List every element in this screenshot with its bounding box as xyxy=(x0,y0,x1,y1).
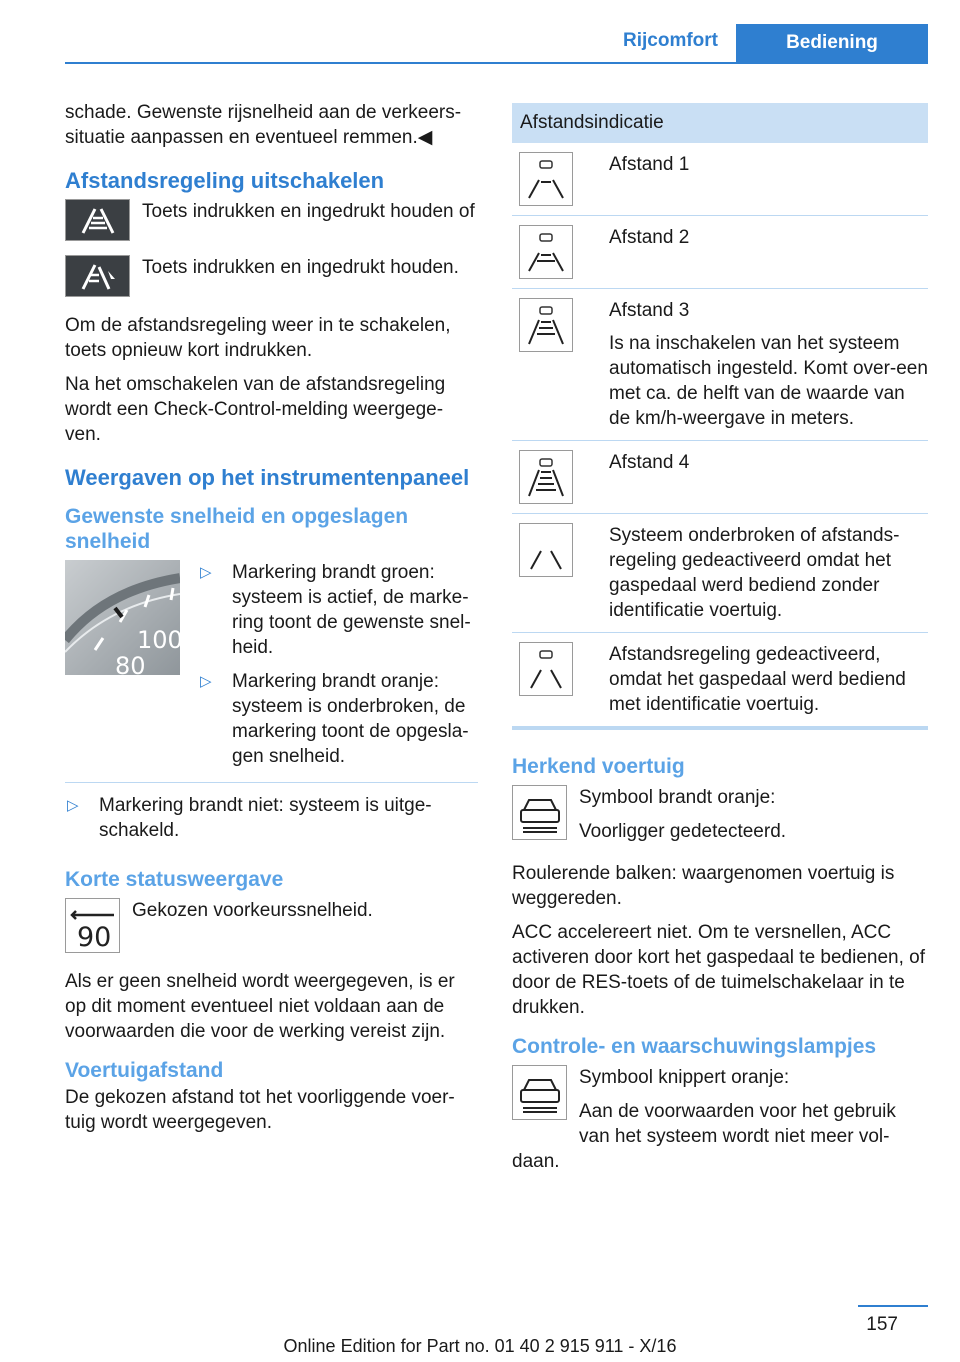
table-header: Afstandsindicatie xyxy=(512,103,928,143)
heading-status: Korte statusweergave xyxy=(65,868,284,891)
triangle-bullet-icon: ▷ xyxy=(67,797,79,814)
detected-row xyxy=(512,785,928,853)
heading-desired-speed: Gewenste snelheid en opgeslagen snelheid xyxy=(65,505,409,553)
bullet-orange-text: Markering brandt oranje: systeem is onderbroken, de markering toont de opgesla‐gen snelheid. xyxy=(232,671,469,767)
triangle-bullet-icon: ▷ xyxy=(200,564,212,581)
table-row xyxy=(512,216,928,289)
gauge-100-label: 100 xyxy=(137,626,180,654)
right-column xyxy=(512,103,928,1183)
list-item xyxy=(198,560,478,660)
tab-bediening[interactable]: Bediening xyxy=(736,24,928,62)
distance-button-icon xyxy=(65,199,130,241)
speedometer-image xyxy=(65,560,180,675)
warning-row xyxy=(512,1065,928,1183)
status-speed-number: 90 xyxy=(76,921,111,951)
distance-text: De gekozen afstand tot het voorliggende voer‐tuig wordt weergegeven. xyxy=(65,1087,455,1133)
row-label: Afstand 3 xyxy=(609,300,690,321)
system-interrupted-icon xyxy=(519,523,573,577)
table-row xyxy=(512,514,928,633)
status-row xyxy=(65,898,478,959)
no-speed-text: Als er geen snelheid wordt weergegeven, is er op dit moment eventueel niet voldaan aan de voorwaarden die voor de werking vereist zijn. xyxy=(65,971,455,1042)
list-item xyxy=(65,793,478,843)
set-speed-icon xyxy=(65,898,120,953)
speed-marker-list xyxy=(198,560,478,778)
row-description: Is na inschakelen van het systeem automatisch ingesteld. Komt over‐een met ca. de helft van de waarde van de km/h-weergave in meters. xyxy=(609,333,928,429)
distance-table xyxy=(512,103,928,730)
status-text: Gekozen voorkeurssnelheid. xyxy=(132,900,373,921)
distance-1-icon xyxy=(519,152,573,206)
acc-text: ACC accelereert niet. Om te versnellen, ACC activeren door kort het gaspedaal te bedienen, of door de RES-toets of de tuimelschakelaar in te drukken. xyxy=(512,922,926,1018)
table-row xyxy=(512,143,928,216)
heading-switch-off: Afstandsregeling uitschakelen xyxy=(65,168,385,193)
heading-vehicle-distance: Voertuigafstand xyxy=(65,1059,224,1082)
page-number-rule xyxy=(858,1305,928,1307)
row-label: Afstand 2 xyxy=(609,227,690,248)
speed-marker-block xyxy=(65,560,478,778)
button-1-text: Toets indrukken en ingedrukt houden of xyxy=(142,201,475,222)
intro-text: schade. Gewenste rijsnelheid aan de verkeers‐situatie aanpassen en eventueel remmen.◀ xyxy=(65,102,462,148)
online-edition-text: Online Edition for Part no. 01 40 2 915 911 - X/16 xyxy=(283,1336,677,1356)
switch-on-text: Om de afstandsregeling weer in te schakelen, toets opnieuw kort indrukken. xyxy=(65,315,451,361)
divider xyxy=(65,782,478,783)
row-label: Afstandsregeling gedeactiveerd, omdat het gaspedaal werd bediend met identificatie voertuig. xyxy=(609,644,906,715)
triangle-bullet-icon: ▷ xyxy=(200,673,212,690)
warning-line-1: Symbool knippert oranje: xyxy=(579,1067,790,1088)
button-row-2 xyxy=(65,255,478,303)
distance-2-icon xyxy=(519,225,573,279)
distance-3-icon xyxy=(519,298,573,352)
button-row-1 xyxy=(65,199,478,247)
detected-line-2: Voorligger gedetecteerd. xyxy=(579,821,787,842)
list-item xyxy=(198,669,478,769)
button-2-text: Toets indrukken en ingedrukt houden. xyxy=(142,257,459,278)
speed-marker-list-2 xyxy=(65,793,478,843)
table-row xyxy=(512,633,928,729)
left-column xyxy=(65,100,478,1144)
check-control-text: Na het omschakelen van de afstandsregeling wordt een Check-Control-melding weergege‐ven. xyxy=(65,374,446,445)
car-icon xyxy=(512,785,567,840)
detected-line-1: Symbool brandt oranje: xyxy=(579,787,776,808)
page-number: 157 xyxy=(866,1314,898,1335)
rocker-switch-icon xyxy=(65,255,130,297)
tab-rijcomfort[interactable]: Rijcomfort xyxy=(623,30,718,51)
gauge-80-label: 80 xyxy=(115,652,146,675)
heading-warning-lamps: Controle- en waarschuwingslampjes xyxy=(512,1035,877,1058)
page-header xyxy=(65,0,928,64)
row-label: Afstand 4 xyxy=(609,452,690,473)
warning-line-2: Aan de voorwaarden voor het gebruik van het systeem wordt niet meer vol‐daan. xyxy=(512,1101,896,1172)
deactivated-with-vehicle-icon xyxy=(519,642,573,696)
row-label: Afstand 1 xyxy=(609,154,690,175)
heading-detected-vehicle: Herkend voertuig xyxy=(512,755,685,778)
car-warning-icon xyxy=(512,1065,567,1120)
bullet-off-text: Markering brandt niet: systeem is uitge‐schakeld. xyxy=(99,795,432,841)
table-row xyxy=(512,289,928,441)
distance-4-icon xyxy=(519,450,573,504)
row-label: Systeem onderbroken of afstands‐regeling gedeactiveerd omdat het gaspedaal werd bediend zonder identificatie voertuig. xyxy=(609,525,900,621)
heading-instrument-display: Weergaven op het instrumentenpaneel xyxy=(65,465,470,490)
bullet-green-text: Markering brandt groen: systeem is actief, de marke‐ring toont de gewenste snel‐heid. xyxy=(232,562,471,658)
table-row xyxy=(512,441,928,514)
rolling-bars-text: Roulerende balken: waargenomen voertuig is weggereden. xyxy=(512,863,895,909)
